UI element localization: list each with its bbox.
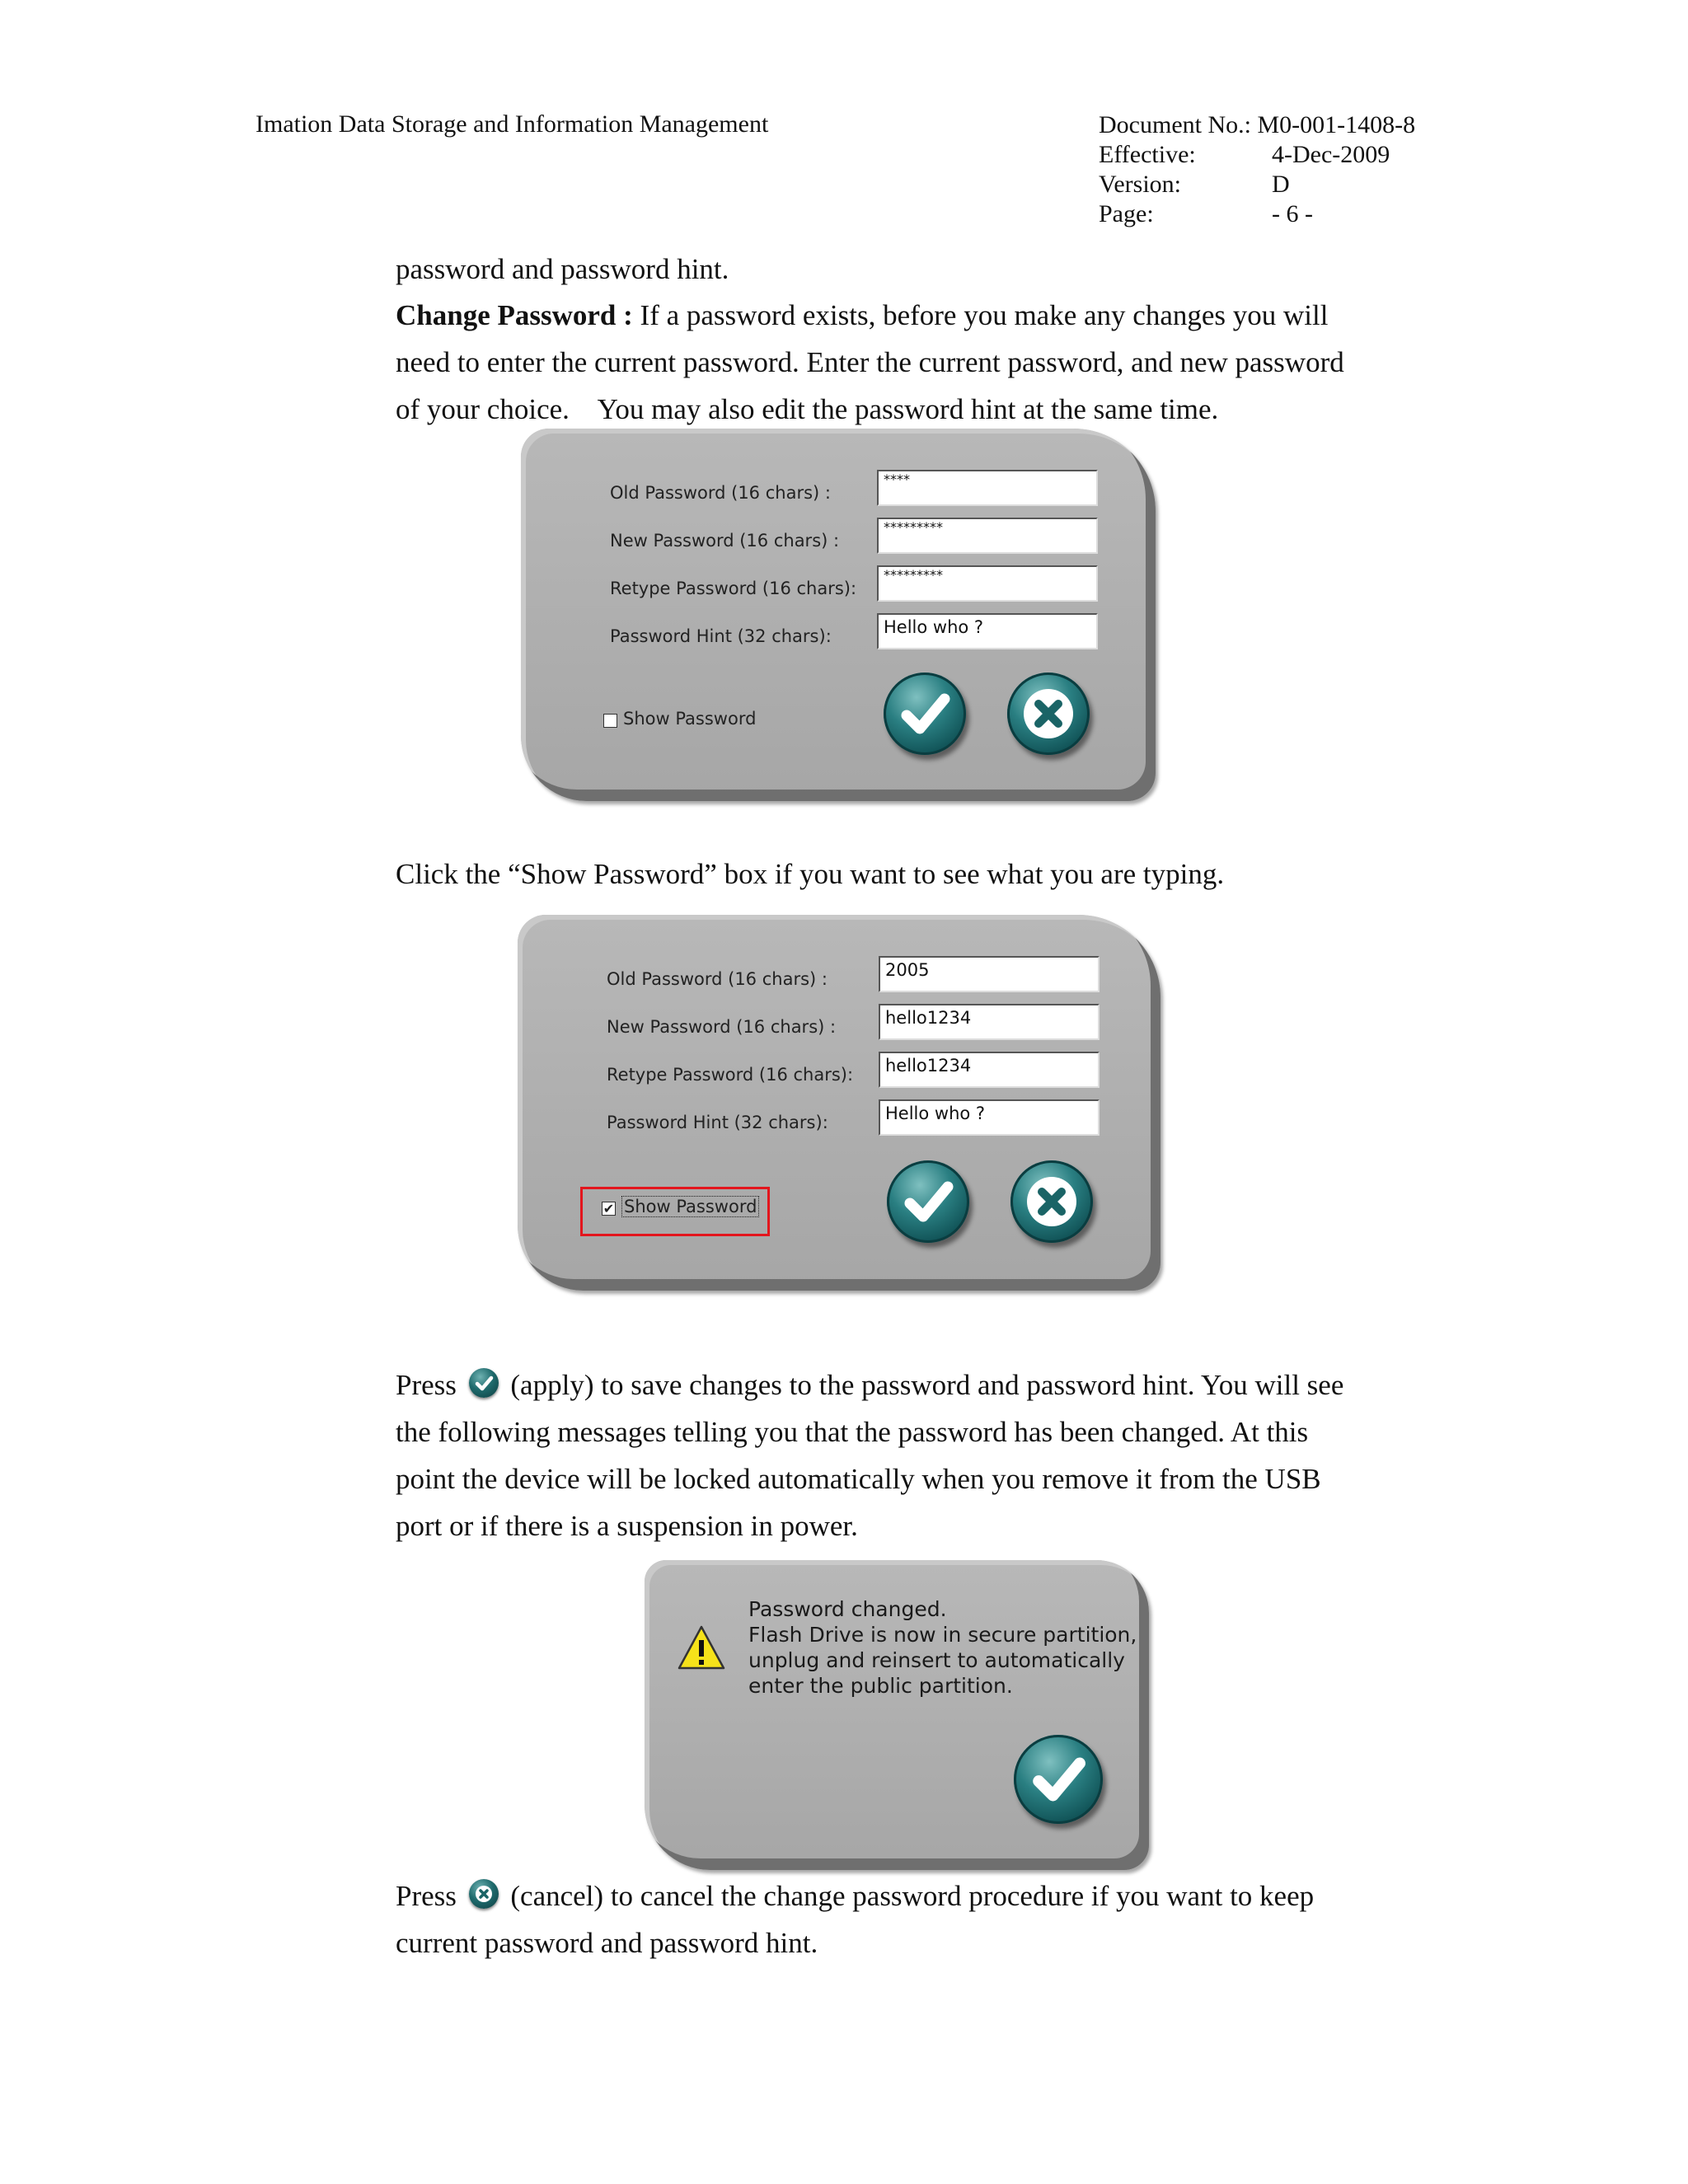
old-password-input[interactable]: 2005 <box>879 956 1100 992</box>
doc-number-label: Document No.: <box>1099 111 1251 138</box>
paragraph-change-password <box>396 292 1434 433</box>
change-password-line-2: need to enter the current password. Enter the current password, and new password <box>396 346 1344 378</box>
apply-button[interactable] <box>884 673 966 755</box>
password-changed-dialog <box>645 1560 1149 1870</box>
change-password-text-1: If a password exists, before you make any changes you will <box>632 299 1329 331</box>
header-company: Imation Data Storage and Information Management <box>256 110 769 138</box>
password-hint-label: Password Hint (32 chars): <box>607 1113 828 1132</box>
show-password-checkbox[interactable] <box>603 714 617 728</box>
apply-press-word: Press <box>396 1369 457 1401</box>
change-password-dialog-visible <box>518 915 1160 1291</box>
apply-line-3: point the device will be locked automatically when you remove it from the USB <box>396 1463 1321 1495</box>
old-password-label: Old Password (16 chars) : <box>610 483 831 503</box>
close-icon <box>1010 1160 1093 1243</box>
retype-password-label: Retype Password (16 chars): <box>610 579 857 598</box>
message-line-4: enter the public partition. <box>748 1674 1013 1698</box>
paragraph-intro: password and password hint. <box>396 253 729 285</box>
cancel-line-2: current password and password hint. <box>396 1927 818 1959</box>
old-password-label: Old Password (16 chars) : <box>607 969 828 989</box>
apply-text-1: (apply) to save changes to the password and password hint. You will see <box>510 1369 1344 1401</box>
doc-number-value: M0-001-1408-8 <box>1257 111 1416 138</box>
cancel-button[interactable] <box>1007 673 1090 755</box>
show-password-label[interactable] <box>621 1197 759 1216</box>
check-icon <box>884 673 966 755</box>
doc-number-row <box>1099 110 1415 140</box>
message-line-2: Flash Drive is now in secure partition, <box>748 1623 1137 1647</box>
password-changed-message <box>748 1596 1137 1699</box>
show-password-label[interactable]: Show Password <box>623 709 757 729</box>
ok-button[interactable] <box>1014 1735 1103 1824</box>
change-password-dialog-masked <box>521 429 1156 801</box>
version-value: D <box>1272 171 1290 198</box>
close-icon <box>1007 673 1090 755</box>
new-password-label: New Password (16 chars) : <box>610 531 840 551</box>
retype-password-input[interactable]: hello1234 <box>879 1052 1100 1088</box>
retype-password-label: Retype Password (16 chars): <box>607 1065 854 1085</box>
effective-value: 4-Dec-2009 <box>1272 141 1390 168</box>
paragraph-show-password: Click the “Show Password” box if you want to see what you are typing. <box>396 858 1225 890</box>
message-line-1: Password changed. <box>748 1597 947 1621</box>
message-line-3: unplug and reinsert to automatically <box>748 1648 1125 1672</box>
apply-line-2: the following messages telling you that the password has been changed. At this <box>396 1416 1309 1448</box>
retype-password-input[interactable]: ********* <box>877 565 1098 602</box>
cancel-press-word: Press <box>396 1880 457 1912</box>
version-row <box>1099 170 1415 199</box>
cancel-button[interactable] <box>1010 1160 1093 1243</box>
password-hint-input[interactable]: Hello who ? <box>879 1099 1100 1136</box>
header-meta <box>1099 110 1415 229</box>
cancel-line-1 <box>396 1872 1434 1919</box>
page-label: Page: <box>1099 200 1154 227</box>
show-password-checkbox[interactable]: ✔ <box>603 1201 615 1216</box>
paragraph-apply <box>396 1361 1434 1549</box>
cancel-close-icon <box>469 1879 499 1909</box>
change-password-heading: Change Password : <box>396 299 633 331</box>
check-icon <box>887 1160 969 1243</box>
new-password-label: New Password (16 chars) : <box>607 1017 837 1037</box>
warning-icon <box>676 1623 727 1674</box>
effective-row <box>1099 140 1415 170</box>
apply-button[interactable] <box>887 1160 969 1243</box>
page-value: - 6 - <box>1272 200 1313 227</box>
show-password-text: Show Password <box>621 1196 759 1217</box>
password-hint-label: Password Hint (32 chars): <box>610 626 832 646</box>
page-row <box>1099 199 1415 229</box>
cancel-text-1: (cancel) to cancel the change password procedure if you want to keep <box>510 1880 1315 1912</box>
change-password-line-1 <box>396 292 1434 339</box>
new-password-input[interactable]: ********* <box>877 518 1098 554</box>
paragraph-cancel <box>396 1872 1434 1966</box>
check-icon <box>1014 1735 1103 1824</box>
new-password-input[interactable]: hello1234 <box>879 1004 1100 1040</box>
old-password-input[interactable]: **** <box>877 470 1098 506</box>
apply-check-icon <box>469 1368 499 1398</box>
apply-line-1 <box>396 1361 1434 1408</box>
effective-label: Effective: <box>1099 141 1196 168</box>
version-label: Version: <box>1099 171 1181 198</box>
change-password-line-3: of your choice. You may also edit the password hint at the same time. <box>396 393 1219 425</box>
password-hint-input[interactable]: Hello who ? <box>877 613 1098 649</box>
apply-line-4: port or if there is a suspension in power. <box>396 1510 858 1542</box>
